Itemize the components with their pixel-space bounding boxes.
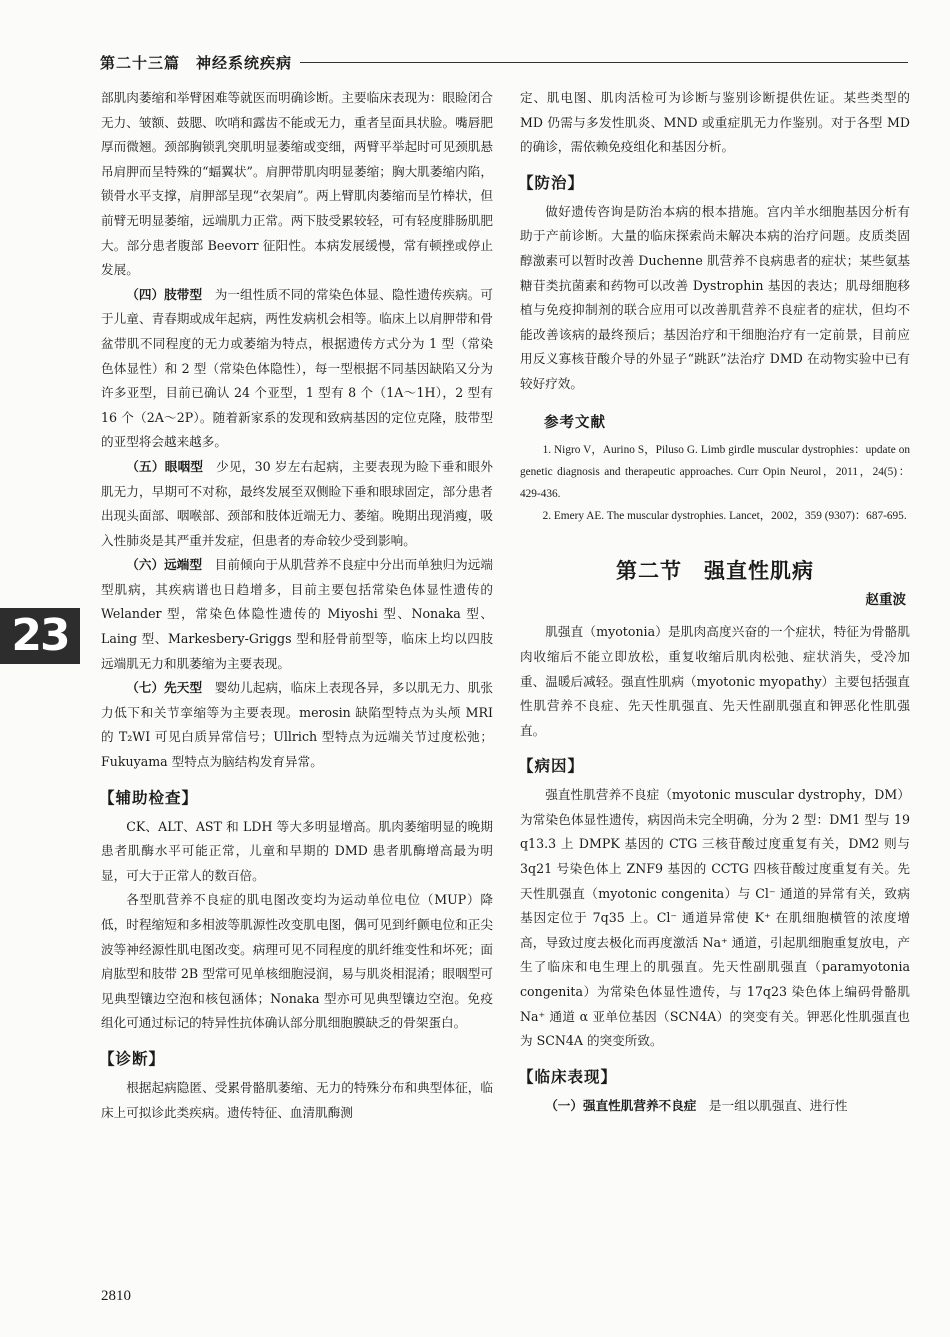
paragraph-type6	[101, 553, 493, 676]
section-title: 第二节 强直性肌病	[616, 559, 814, 584]
paragraph: 根据起病隐匿、受累骨骼肌萎缩、无力的特殊分布和典型体征，临床上可拟诊此类疾病。遗传特征、血清肌酶测	[101, 1079, 493, 1120]
subtype-label: （五）眼咽型	[126, 458, 204, 474]
paragraph-type7	[101, 676, 493, 774]
header-rule	[300, 62, 908, 63]
paragraph: 部肌肉萎缩和举臂困难等就医而明确诊断。主要临床表现为：眼睑闭合无力、皱额、鼓腮、吹哨和露齿不能或无力，重者呈面具状脸。嘴唇肥厚而微翘。颈部胸锁乳突肌明显萎缩或变细，两臂平举起时可见颈肌悬吊肩胛而呈特殊的“蝠翼状”。肩胛带肌肉明显萎缩；胸大肌萎缩内陷，锁骨水平支撑，肩胛部呈现“衣架肩”。两上臂肌肉萎缩而呈竹棒状，但前臂无明显萎缩，远端肌力正常。两下肢受累较轻，可有轻度腓肠肌肥大。部分患者腹部 Beevorr 征阳性。本病发展缓慢，常有顿挫或停止发展。	[101, 90, 493, 278]
subtype-label: （四）肢带型	[126, 286, 203, 302]
reference-item: 1. Nigro V，Aurino S，Piluso G. Limb girdle muscular dystrophies：update on genetic diagnosis and therapeutic approaches. Curr Opin Neurol，2011，24(5)：429-436.	[520, 444, 910, 501]
paragraph-text: 为一组性质不同的常染色体显、隐性遗传疾病。可于儿童、青春期或成年起病，两性发病机会相等。临床上以肩胛带和骨盆带肌不同程度的无力或萎缩为特点，根据遗传方式分为 1 型（常染色体显性）和 2 型（常染色体隐性），每一型根据不同基因缺陷又分为许多亚型，目前已确认 24 个亚型，1 型有 8 个（1A～1H），2 型有 16 个（2A～2P）。随着新家系的发现和致病基因的定位克隆，肢带型的亚型将会越来越多。	[101, 286, 494, 450]
references-heading: 参考文献	[544, 414, 606, 431]
paragraph: 做好遗传咨询是防治本病的根本措施。宫内羊水细胞基因分析有助于产前诊断。大量的临床探索尚未解决本病的治疗问题。皮质类固醇激素可以暂时改善 Duchenne 肌营养不良病患者的症状；某些氨基糖苷类抗菌素和药物可以改善 Dystrophin 基因的表达；肌母细胞移植与免疫抑制剂的联合应用可以改善肌营养不良症者的症状，但均不能改善该病的最终预后；基因治疗和干细胞治疗有一定前景，目前应用反义寡核苷酸介导的外显子“跳跃”法治疗 DMD 在动物实验中已有较好疗效。	[520, 203, 910, 391]
paragraph-text: 婴幼儿起病，临床上表现各异，多以肌无力、肌张力低下和关节挛缩等为主要表现。merosin 缺陷型特点为头颅 MRI 的 T₂WI 可见白质异常信号；Ullrich 型特点为远端关节过度松弛；Fukuyama 型特点为脑结构发育异常。	[101, 680, 494, 770]
paragraph-text: 是一组以肌强直、进行性	[708, 1097, 848, 1113]
paragraph: 强直性肌营养不良症（myotonic muscular dystrophy，DM）为常染色体显性遗传，病因尚未完全明确，分为 2 型：DM1 型与 19 q13.3 上 DMPK 基因的 CTG 三核苷酸过度重复有关，DM2 则与 3q21 号染色体上 ZNF9 基因的 CCTG 四核苷酸过度重复有关。先天性肌强直（myotonic congenita）与 Cl⁻ 通道的异常有关，致病基因定位于 7q35 上。Cl⁻ 通道异常使 K⁺ 在肌细胞横管的浓度增高，导致过度去极化而再度激活 Na⁺ 通道，引起肌细胞重复放电，产生了临床和电生理上的肌强直。先天性副肌强直（paramyotonia congenita）为常染色体显性遗传，与 17q23 染色体上编码骨骼肌 Na⁺ 通道 α 亚单位基因（SCN4A）的突变有关。钾恶化性肌强直也为 SCN4A 的突变所致。	[520, 787, 910, 1049]
section-heading-etiology: 【病因】	[518, 757, 585, 776]
section-heading-auxiliary-exams: 【辅助检查】	[99, 788, 199, 807]
paragraph: 各型肌营养不良症的肌电图改变均为运动单位电位（MUP）降低，时程缩短和多相波等肌源性改变肌电图，偶可见到纤颤电位和正尖波等神经源性肌电图改变。病理可见不同程度的肌纤维变性和坏死；面肩肱型和肢带 2B 型常可见单核细胞浸润，易与肌炎相混淆；眼咽型可见典型镶边空泡和核包涵体；Nonaka 型亦可见典型镶边空泡。免疫组化可通过标记的特异性抗体确认部分肌细胞膜缺乏的骨架蛋白。	[101, 892, 493, 1031]
paragraph: 肌强直（myotonia）是肌肉高度兴奋的一个症状，特征为骨骼肌肉收缩后不能立即放松，重复收缩后肌肉松弛、症状消失，受冷加重、温暖后减轻。强直性肌病（myotonic myopathy）主要包括强直性肌营养不良症、先天性肌强直、先天性副肌强直和钾恶化性肌强直。	[520, 624, 910, 738]
reference-item: 2. Emery AE. The muscular dystrophies. Lancet，2002，359 (9307)：687-695.	[542, 510, 907, 523]
paragraph-text: 目前倾向于从肌营养不良症中分出而单独归为远端型肌病，其疾病谱也日趋增多，目前主要包括常染色体显性遗传的 Welander 型，常染色体隐性遗传的 Miyoshi 型、Nonaka 型、Laing 型、Markesbery-Griggs 型和胫骨前型等，临床上均以四肢远端肌无力和肌萎缩为主要表现。	[101, 557, 494, 671]
section-heading-diagnosis: 【诊断】	[99, 1049, 166, 1068]
paragraph-type5	[101, 455, 493, 553]
section-heading-prevention: 【防治】	[518, 173, 585, 192]
section-heading-clinical: 【临床表现】	[518, 1067, 618, 1086]
chapter-tab: 23	[0, 608, 80, 664]
paragraph-clinical	[520, 1094, 910, 1119]
running-header	[100, 50, 908, 74]
subtype-label: （一）强直性肌营养不良症	[545, 1097, 697, 1113]
paragraph: CK、ALT、AST 和 LDH 等大多明显增高。肌肉萎缩明显的晚期患者肌酶水平可能正常，儿童和早期的 DMD 患者肌酶增高最为明显，可大于正常人的数百倍。	[101, 818, 493, 883]
header-title: 第二十三篇 神经系统疾病	[100, 53, 293, 72]
paragraph-text: 少见，30 岁左右起病，主要表现为睑下垂和眼外肌无力，早期可不对称，最终发展至双侧睑下垂和眼球固定，部分患者出现头面部、咽喉部、颈部和肢体近端无力、萎缩。晚期出现消瘦，吸入性肺炎是其严重并发症，但患者的寿命较少受到影响。	[101, 458, 493, 548]
paragraph-type4	[101, 283, 493, 455]
right-column	[520, 86, 910, 1118]
subtype-label: （六）远端型	[126, 557, 203, 573]
left-column	[101, 86, 493, 1125]
page-number: 2810	[101, 1288, 131, 1304]
subtype-label: （七）先天型	[126, 680, 203, 696]
author-name: 赵重波	[865, 591, 906, 608]
paragraph: 定、肌电图、肌肉活检可为诊断与鉴别诊断提供佐证。某些类型的 MD 仍需与多发性肌炎、MND 或重症肌无力作鉴别。对于各型 MD 的确诊，需依赖免疫组化和基因分析。	[520, 90, 910, 155]
